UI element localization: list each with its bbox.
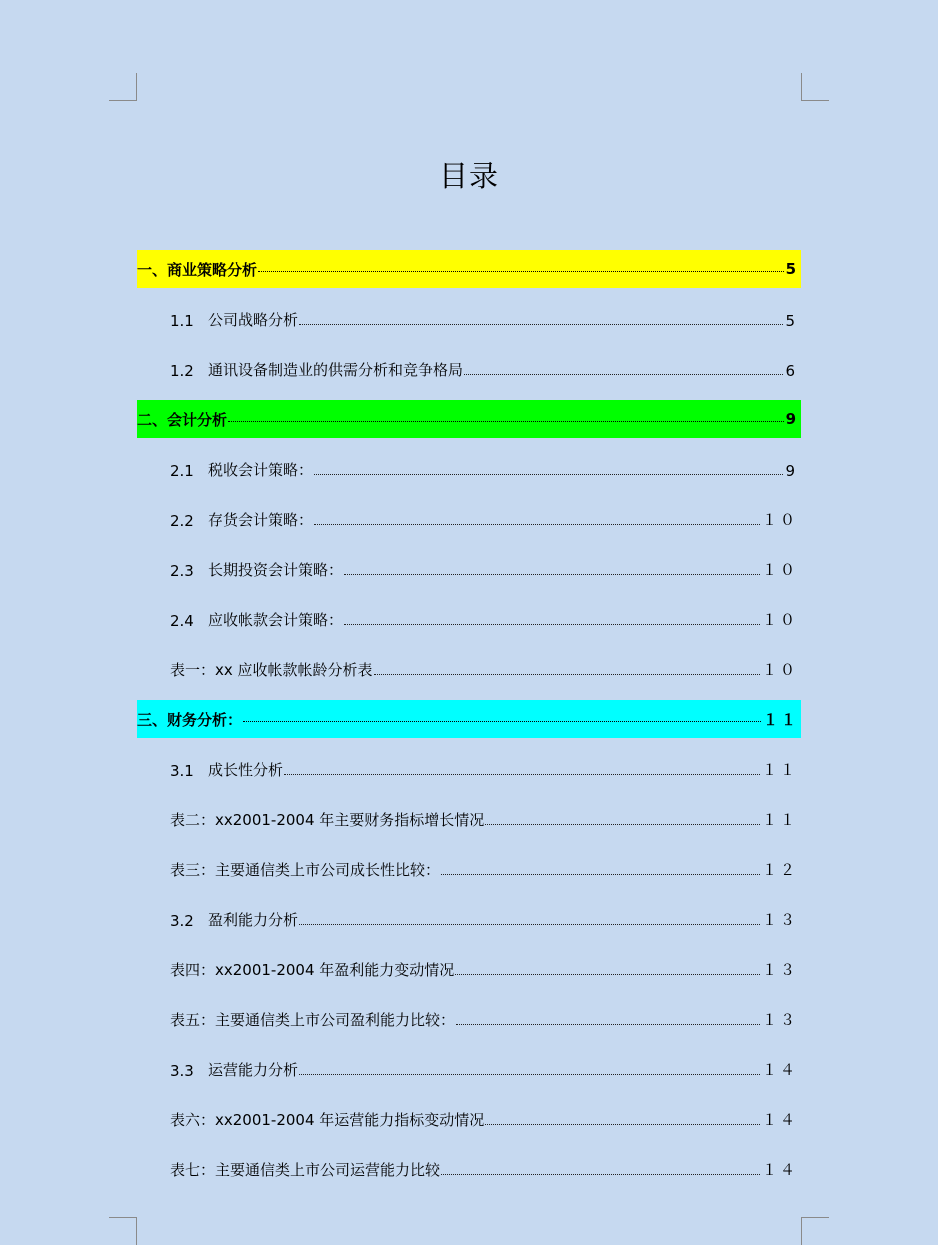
toc-entry-number: 1.1 (170, 312, 194, 330)
toc-entry-label: 三、财务分析： (137, 710, 243, 729)
dot-leader (314, 523, 760, 525)
toc-entry[interactable] (137, 350, 801, 400)
toc-entry-number: 3.2 (170, 912, 194, 930)
dot-leader (314, 473, 783, 475)
toc-entry-label: 表六：xx2001-2004 年运营能力指标变动情况 (170, 1111, 485, 1129)
toc-entry-label: 表五：主要通信类上市公司盈利能力比较： (170, 1011, 456, 1029)
toc-page-number: 5 (785, 260, 799, 278)
toc-page-number: １３ (761, 911, 798, 929)
toc-page-number: 6 (785, 362, 798, 380)
toc-entry[interactable] (137, 900, 801, 950)
toc-entry[interactable] (137, 450, 801, 500)
dot-leader (456, 1023, 760, 1025)
toc-page-number: １１ (761, 811, 798, 829)
dot-leader (299, 1073, 760, 1075)
toc-page-number: １３ (761, 1011, 798, 1029)
toc-entry-row (170, 958, 801, 980)
toc-entry-row (170, 308, 801, 330)
toc-entry-row (170, 358, 801, 380)
toc-entry-row (170, 608, 801, 630)
toc-entry-row (170, 508, 801, 530)
toc-entry-label: 长期投资会计策略： (208, 561, 344, 579)
toc-entry-row (170, 1108, 801, 1130)
dot-leader (344, 623, 760, 625)
toc-entry[interactable] (137, 1150, 801, 1200)
dot-leader (299, 323, 783, 325)
toc-page-number: 9 (785, 462, 798, 480)
toc-page-number: １４ (761, 1161, 798, 1179)
page-corner-mark-bottom-left (109, 1217, 137, 1245)
toc-section-heading[interactable] (137, 400, 801, 450)
toc-entry-label: 盈利能力分析 (208, 911, 299, 929)
toc-page-number: １３ (761, 961, 798, 979)
toc-entry[interactable] (137, 750, 801, 800)
toc-page-number: １４ (761, 1061, 798, 1079)
toc-entry-row (170, 758, 801, 780)
toc-section-heading[interactable] (137, 700, 801, 750)
toc-entry[interactable] (137, 1050, 801, 1100)
dot-leader (485, 823, 760, 825)
toc-entry-label: 通讯设备制造业的供需分析和竞争格局 (208, 361, 464, 379)
dot-leader (243, 720, 761, 722)
toc-entry-number: 2.3 (170, 562, 194, 580)
toc-entry-label: 表三：主要通信类上市公司成长性比较： (170, 861, 441, 879)
toc-entry[interactable] (137, 500, 801, 550)
toc-entry-row (137, 250, 801, 288)
dot-leader (344, 573, 760, 575)
toc-entry-number: 2.2 (170, 512, 194, 530)
dot-leader (441, 873, 760, 875)
toc-page-number: １４ (761, 1111, 798, 1129)
toc-entry-number: 3.3 (170, 1062, 194, 1080)
dot-leader (228, 420, 784, 422)
toc-entry-label: 公司战略分析 (208, 311, 299, 329)
toc-entry[interactable] (137, 850, 801, 900)
toc-entry[interactable] (137, 800, 801, 850)
toc-entry-row (170, 1058, 801, 1080)
toc-entry-row (170, 858, 801, 880)
dot-leader (374, 673, 760, 675)
toc-entry-row (170, 1008, 801, 1030)
page-corner-mark-top-left (109, 73, 137, 101)
toc-entry-row (170, 458, 801, 480)
toc-entry-label: 表二：xx2001-2004 年主要财务指标增长情况 (170, 811, 485, 829)
page-corner-mark-top-right (801, 73, 829, 101)
toc-entry-row (170, 808, 801, 830)
toc-entry-number: 3.1 (170, 762, 194, 780)
toc-entry-label: 表一：xx 应收帐款帐龄分析表 (170, 661, 373, 679)
dot-leader (485, 1123, 760, 1125)
dot-leader (464, 373, 783, 375)
toc-entry-number: 1.2 (170, 362, 194, 380)
toc-entry[interactable] (137, 300, 801, 350)
toc-entry-row (170, 908, 801, 930)
toc-entry-row (170, 558, 801, 580)
toc-entry-label: 应收帐款会计策略： (208, 611, 344, 629)
dot-leader (441, 1173, 760, 1175)
toc-section-heading[interactable] (137, 250, 801, 300)
toc-page-number: １０ (761, 611, 798, 629)
toc-entry-label: 成长性分析 (208, 761, 284, 779)
toc-page-number: １１ (762, 710, 799, 729)
toc-entry-row (137, 400, 801, 438)
dot-leader (284, 773, 760, 775)
toc-entry-label: 运营能力分析 (208, 1061, 299, 1079)
toc-entry-row (170, 658, 801, 680)
page-corner-mark-bottom-right (801, 1217, 829, 1245)
table-of-contents (137, 250, 801, 1200)
toc-entry[interactable] (137, 550, 801, 600)
toc-entry-label: 表七：主要通信类上市公司运营能力比较 (170, 1161, 441, 1179)
toc-entry[interactable] (137, 600, 801, 650)
toc-page-number: 9 (785, 410, 799, 428)
toc-entry-label: 税收会计策略： (208, 461, 314, 479)
toc-entry-number: 2.1 (170, 462, 194, 480)
toc-entry[interactable] (137, 1100, 801, 1150)
toc-entry[interactable] (137, 650, 801, 700)
toc-entry[interactable] (137, 950, 801, 1000)
toc-page-number: １２ (761, 861, 798, 879)
toc-entry-number: 2.4 (170, 612, 194, 630)
toc-title: 目录 (438, 159, 499, 193)
toc-page-number: １０ (761, 511, 798, 529)
toc-page-number: 5 (785, 312, 798, 330)
toc-entry-label: 二、会计分析 (137, 410, 228, 429)
toc-entry-row (170, 1158, 801, 1180)
toc-entry-label: 一、商业策略分析 (137, 260, 258, 279)
toc-entry-row (137, 700, 801, 738)
toc-page-number: １０ (761, 561, 798, 579)
toc-entry[interactable] (137, 1000, 801, 1050)
dot-leader (258, 270, 784, 272)
toc-page-number: １１ (761, 761, 798, 779)
toc-page-number: １０ (761, 661, 798, 679)
toc-entry-label: 存货会计策略： (208, 511, 314, 529)
toc-entry-label: 表四：xx2001-2004 年盈利能力变动情况 (170, 961, 455, 979)
dot-leader (455, 973, 760, 975)
dot-leader (299, 923, 760, 925)
